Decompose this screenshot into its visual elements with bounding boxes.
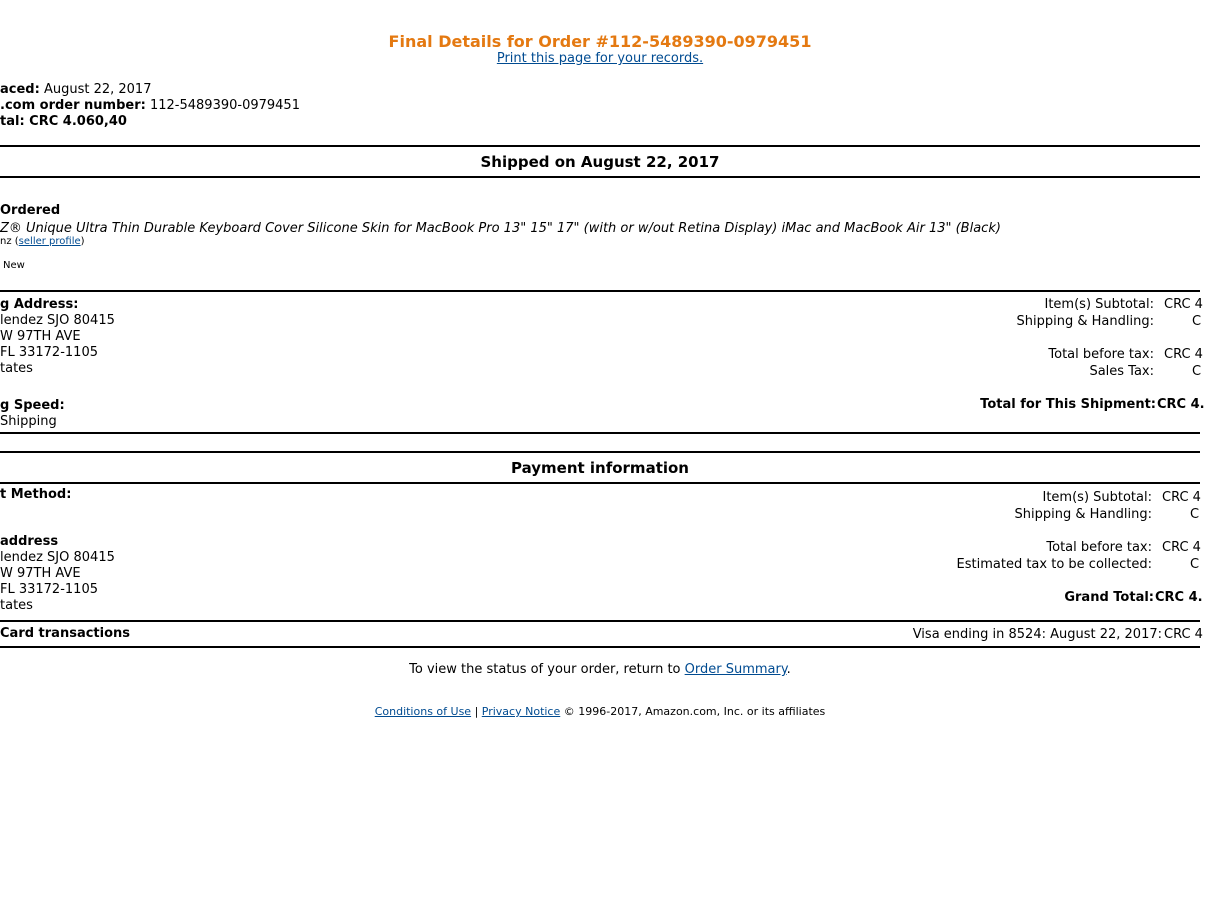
items-ordered-label: Ordered [0, 203, 61, 218]
shipping-address-line: FL 33172-1105 [0, 345, 98, 360]
divider [0, 620, 1200, 622]
order-placed-value: August 22, 2017 [43, 82, 152, 97]
shipment-total-label: Total for This Shipment: [980, 397, 1156, 412]
divider [0, 290, 1200, 292]
divider [0, 451, 1200, 453]
divider [0, 145, 1200, 147]
privacy-notice-link[interactable]: Privacy Notice [481, 705, 561, 718]
payment-shipping-label: Shipping & Handling: [1014, 507, 1152, 522]
shipment-total-value: CRC 4. [1157, 397, 1205, 412]
order-placed-label: aced: [0, 82, 40, 97]
order-placed-row [0, 82, 151, 97]
item-condition: New [3, 260, 25, 271]
status-prefix: To view the status of your order, return to [409, 662, 685, 677]
shipping-address-line: tates [0, 361, 33, 376]
order-status-line [0, 662, 1200, 677]
seller-profile-link[interactable]: seller profile [18, 236, 81, 247]
payment-before-tax-value: CRC 4 [1162, 540, 1201, 555]
payment-est-tax-label: Estimated tax to be collected: [956, 557, 1152, 572]
footer [0, 705, 1200, 718]
page-title: Final Details for Order #112-5489390-0979451 [388, 32, 812, 51]
order-summary-link[interactable]: Order Summary [684, 662, 787, 677]
shipment-sales-tax-value: C [1192, 364, 1202, 379]
status-suffix: . [786, 662, 791, 677]
payment-subtotal-value: CRC 4 [1162, 490, 1201, 505]
payment-before-tax-label: Total before tax: [1046, 540, 1152, 555]
divider [0, 176, 1200, 178]
sold-by [0, 236, 85, 247]
item-name: Z® Unique Ultra Thin Durable Keyboard Cover Silicone Skin for MacBook Pro 13" 15" 17" (with or w/out Retina Display) iMac and MacBook Air 13" (Black) [0, 221, 1001, 236]
shipping-speed-value: Shipping [0, 414, 57, 429]
card-transaction-entry-label: Visa ending in 8524: August 22, 2017: [912, 627, 1162, 642]
shipment-subtotal-label: Item(s) Subtotal: [1044, 297, 1154, 312]
shipment-heading: Shipped on August 22, 2017 [480, 153, 720, 171]
shipping-speed-label: g Speed: [0, 398, 65, 413]
sold-by-prefix: nz ( [0, 236, 19, 247]
billing-address-label: address [0, 534, 59, 549]
divider [0, 432, 1200, 434]
footer-copyright: © 1996-2017, Amazon.com, Inc. or its affiliates [560, 705, 826, 718]
billing-address-line: tates [0, 598, 33, 613]
divider [0, 646, 1200, 648]
sold-by-suffix: ) [80, 236, 85, 247]
payment-est-tax-value: C [1190, 557, 1200, 572]
payment-subtotal-label: Item(s) Subtotal: [1042, 490, 1152, 505]
shipping-address-label: g Address: [0, 297, 79, 312]
footer-separator: | [471, 705, 482, 718]
order-number-row [0, 98, 300, 113]
shipping-address-line: lendez SJO 80415 [0, 313, 115, 328]
print-page-link[interactable]: Print this page for your records. [496, 51, 704, 66]
payment-heading: Payment information [510, 459, 689, 477]
shipping-address-line: W 97TH AVE [0, 329, 81, 344]
order-number-label: .com order number: [0, 98, 146, 113]
order-number-value: 112-5489390-0979451 [149, 98, 300, 113]
grand-total-label: Grand Total: [1064, 590, 1154, 605]
billing-address-line: W 97TH AVE [0, 566, 81, 581]
divider [0, 482, 1200, 484]
billing-address-line: FL 33172-1105 [0, 582, 98, 597]
card-transaction-entry-value: CRC 4 [1164, 627, 1203, 642]
card-transactions-label: Card transactions [0, 626, 131, 641]
billing-address-line: lendez SJO 80415 [0, 550, 115, 565]
payment-method-label: t Method: [0, 487, 72, 502]
shipment-before-tax-label: Total before tax: [1048, 347, 1154, 362]
grand-total-value: CRC 4. [1155, 590, 1203, 605]
shipment-before-tax-value: CRC 4 [1164, 347, 1203, 362]
shipment-shipping-value: C [1192, 314, 1202, 329]
shipment-subtotal-value: CRC 4 [1164, 297, 1203, 312]
shipment-shipping-label: Shipping & Handling: [1016, 314, 1154, 329]
payment-shipping-value: C [1190, 507, 1200, 522]
order-total: tal: CRC 4.060,40 [0, 114, 127, 129]
conditions-of-use-link[interactable]: Conditions of Use [374, 705, 472, 718]
shipment-sales-tax-label: Sales Tax: [1089, 364, 1154, 379]
